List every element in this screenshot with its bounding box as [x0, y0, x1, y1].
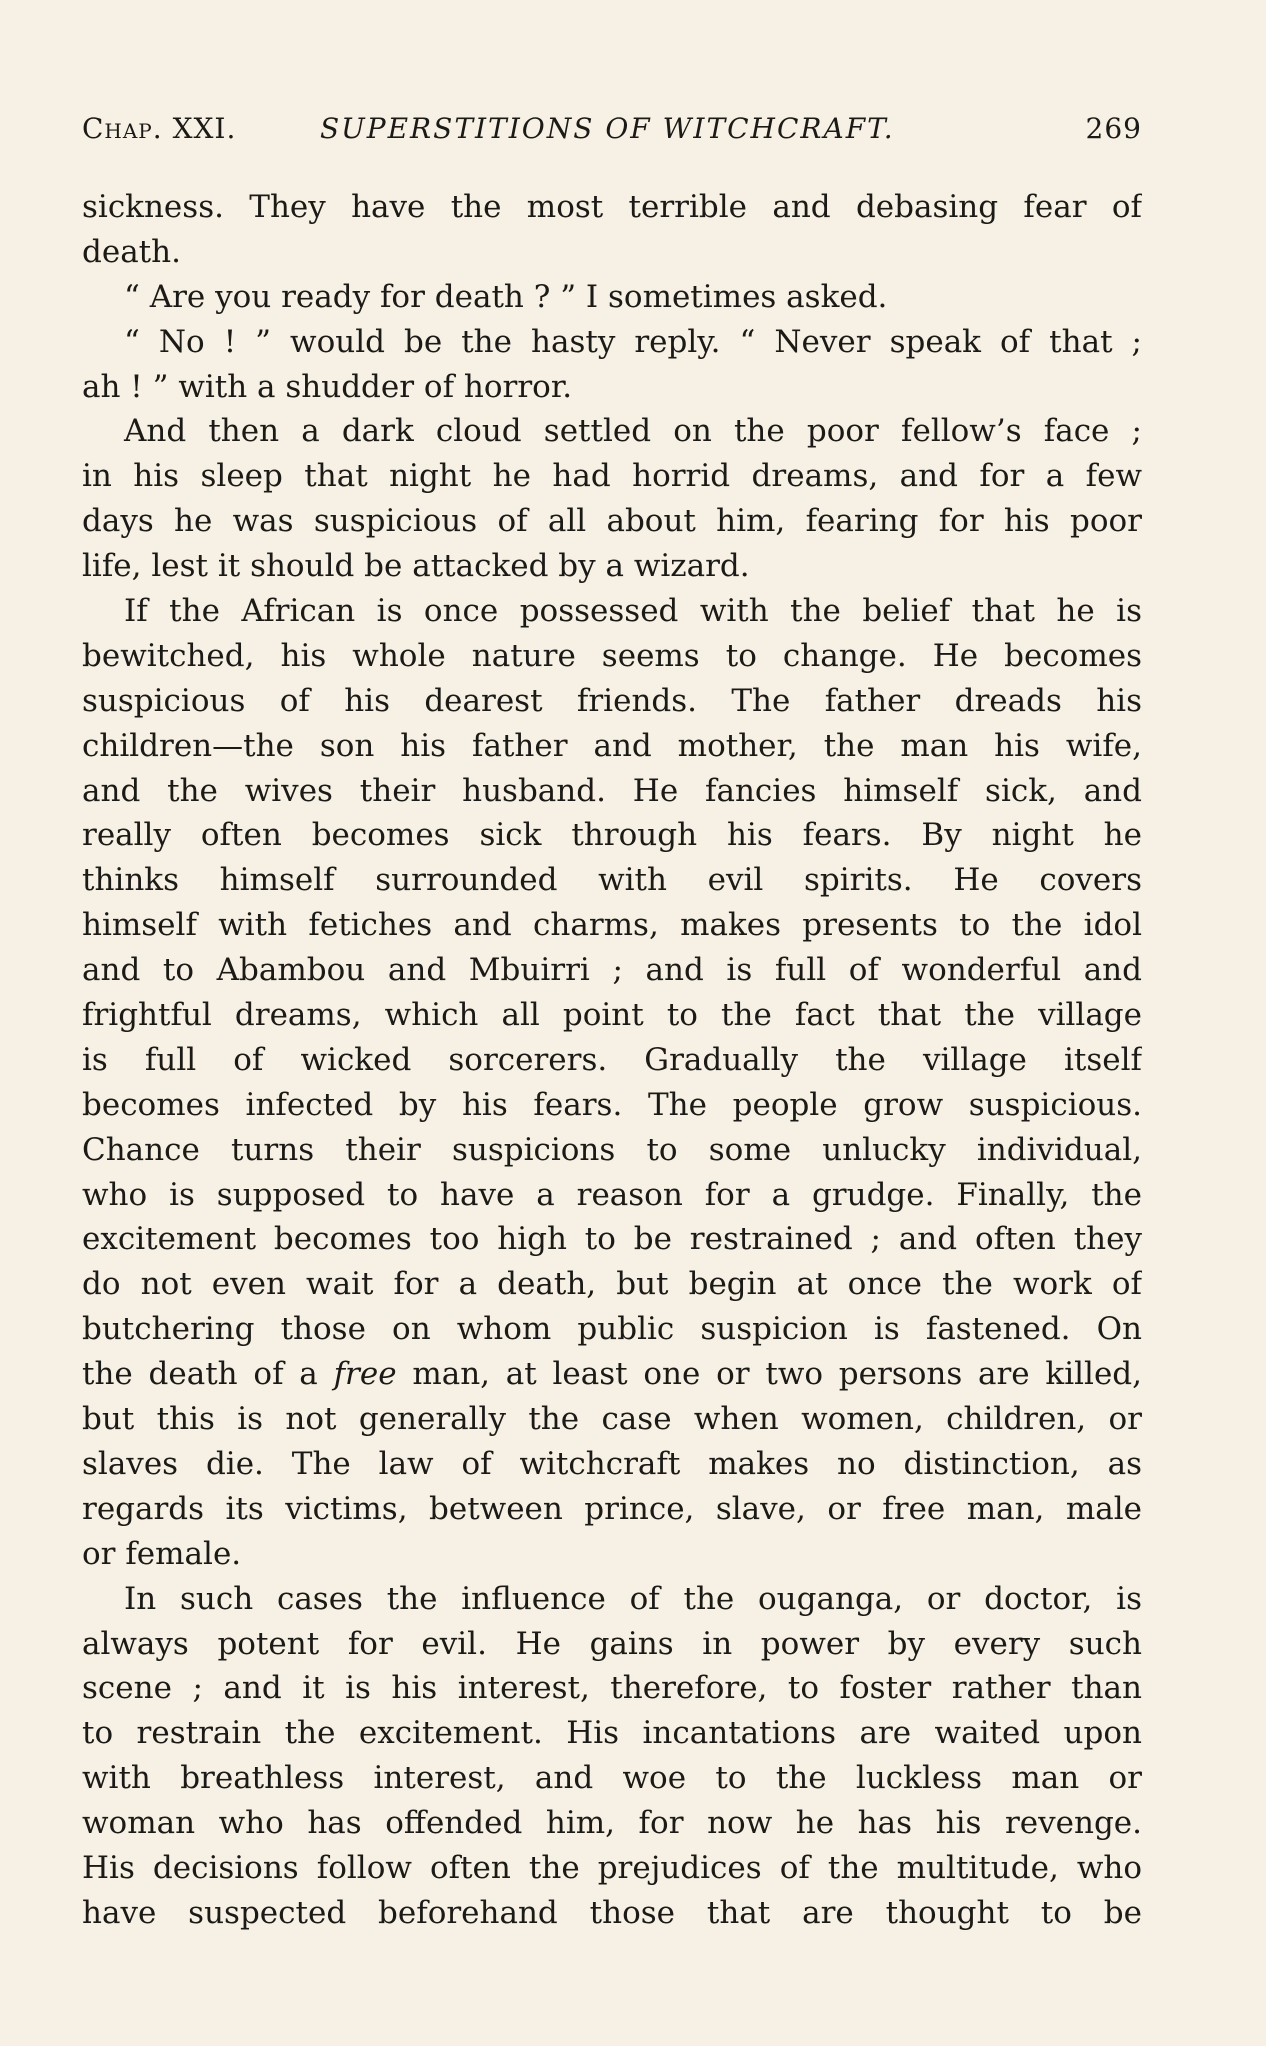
text-line: thinks himself surrounded with evil spirits. He covers [82, 862, 1142, 899]
text-line: and to Abambou and Mbuirri ; and is full of wonderful and [82, 952, 1142, 989]
text-line: do not even wait for a death, but begin at once the work of [82, 1266, 1142, 1303]
text-line: is full of wicked sorcerers. Gradually the village itself [82, 1041, 1142, 1078]
text-line: himself with fetiches and charms, makes presents to the idol [82, 907, 1142, 944]
text-line: woman who has offended him, for now he has his revenge. [82, 1805, 1142, 1842]
text-line: really often becomes sick through his fears. By night he [82, 817, 1142, 854]
running-title: SUPERSTITIONS OF WITCHCRAFT. [320, 112, 895, 145]
text-line: the death of a free man, at least one or two persons are killed, [82, 1356, 1142, 1393]
emphasis: free [333, 1356, 397, 1393]
text-line: If the African is once possessed with the belief that he is [124, 593, 1142, 630]
text-line: Chance turns their suspicions to some unlucky individual, [82, 1131, 1142, 1168]
text-line: His decisions follow often the prejudices of the multitude, who [82, 1849, 1142, 1886]
text-line: butchering those on whom public suspicion is fastened. On [82, 1311, 1142, 1348]
text-line: days he was suspicious of all about him, fearing for his poor [82, 503, 1142, 540]
text-line: have suspected beforehand those that are thought to be [82, 1894, 1142, 1931]
text-line: and the wives their husband. He fancies himself sick, and [82, 772, 1142, 809]
text-line: slaves die. The law of witchcraft makes no distinction, as [82, 1445, 1142, 1482]
text-line: to restrain the excitement. His incantations are waited upon [82, 1715, 1142, 1752]
text-line: “ Are you ready for death ? ” I sometimes asked. [124, 278, 888, 315]
running-header [82, 112, 1142, 152]
chapter-label: Chap. XXI. [82, 112, 237, 145]
text-line: bewitched, his whole nature seems to change. He becomes [82, 637, 1142, 674]
text-line: ah ! ” with a shudder of horror. [82, 368, 573, 405]
text-line: suspicious of his dearest friends. The father dreads his [82, 682, 1142, 719]
text-line: becomes infected by his fears. The people grow suspicious. [82, 1086, 1142, 1123]
text-line: sickness. They have the most terrible and debasing fear of [82, 189, 1142, 225]
text-line: “ No ! ” would be the hasty reply. “ Never speak of that ; [124, 323, 1142, 360]
text-line: always potent for evil. He gains in power by every such [82, 1625, 1142, 1662]
text-line: death. [82, 233, 181, 270]
text-line: in his sleep that night he had horrid dreams, and for a few [82, 458, 1142, 495]
text-line: or female. [82, 1535, 242, 1572]
text-line: life, lest it should be attacked by a wizard. [82, 548, 750, 585]
text-line: with breathless interest, and woe to the luckless man or [82, 1760, 1142, 1797]
text-line: In such cases the influence of the ouganga, or doctor, is [124, 1580, 1142, 1617]
text-line: but this is not generally the case when women, children, or [82, 1401, 1142, 1438]
text-line: scene ; and it is his interest, therefore, to foster rather than [82, 1670, 1142, 1707]
text-line: And then a dark cloud settled on the poor fellow’s face ; [124, 413, 1142, 450]
text-line: excitement becomes too high to be restrained ; and often they [82, 1221, 1142, 1258]
page-number: 269 [1085, 112, 1142, 145]
text-line: children—the son his father and mother, the man his wife, [82, 727, 1142, 764]
text-line: frightful dreams, which all point to the fact that the village [82, 997, 1142, 1034]
text-line: regards its victims, between prince, slave, or free man, male [82, 1490, 1142, 1527]
body-text [82, 185, 1142, 1936]
text-line: who is supposed to have a reason for a grudge. Finally, the [82, 1176, 1142, 1213]
